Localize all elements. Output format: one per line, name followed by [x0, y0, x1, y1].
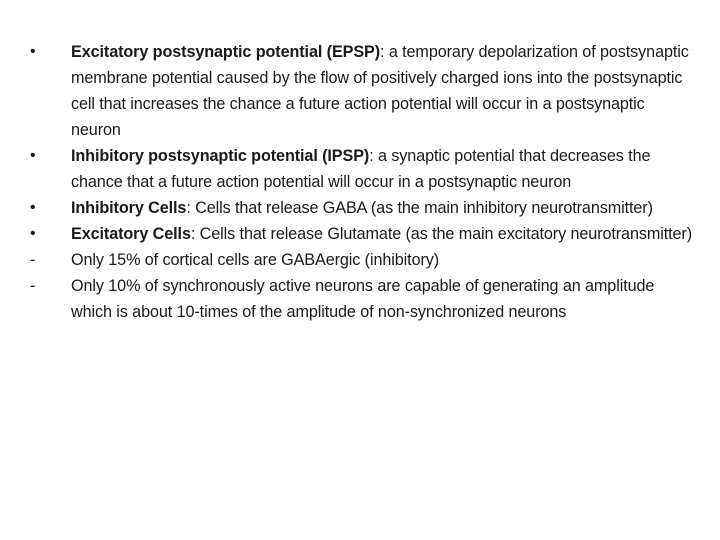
dash-marker: -	[30, 277, 36, 295]
definition-ipsp: a synaptic potential that decreases the chance that a future action potential will occur in a postsynaptic neuron	[71, 147, 651, 191]
note-synchronous-neurons: Only 10% of synchronously active neurons are capable of generating an amplitude which is about 10-times of the amplitude of non-synchronized neurons	[71, 277, 655, 321]
bullet-marker: •	[30, 147, 36, 164]
dash-item-synchronous-neurons	[30, 273, 698, 325]
note-gabaergic-fraction: Only 15% of cortical cells are GABAergic (inhibitory)	[71, 251, 440, 269]
definition-epsp: a temporary depolarization of postsynaptic membrane potential caused by the flow of positively charged ions into the postsynaptic cell that increases the chance a future action potential will occur in a postsynaptic neuron	[71, 43, 689, 139]
term-colon: :	[369, 147, 374, 165]
bullet-item-ipsp	[30, 143, 698, 195]
term-epsp: Excitatory postsynaptic potential (EPSP)	[71, 43, 381, 61]
slide-body	[30, 39, 698, 325]
dash-item-gabaergic-fraction	[30, 247, 698, 273]
term-ipsp: Inhibitory postsynaptic potential (IPSP)	[71, 147, 370, 165]
definition-excitatory-cells: Cells that release Glutamate (as the main excitatory neurotransmitter)	[195, 225, 693, 243]
term-colon: :	[380, 43, 385, 61]
bullet-item-excitatory-cells	[30, 221, 698, 247]
definition-inhibitory-cells: Cells that release GABA (as the main inhibitory neurotransmitter)	[190, 199, 653, 217]
bullet-marker: •	[30, 43, 36, 60]
term-colon: :	[186, 199, 191, 217]
bullet-item-inhibitory-cells	[30, 195, 698, 221]
term-excitatory-cells: Excitatory Cells	[71, 225, 191, 243]
bullet-marker: •	[30, 225, 36, 242]
term-colon: :	[190, 225, 196, 243]
bullet-marker: •	[30, 199, 36, 216]
term-inhibitory-cells: Inhibitory Cells	[71, 199, 187, 217]
bullet-item-epsp	[30, 39, 698, 143]
dash-marker: -	[30, 251, 36, 269]
